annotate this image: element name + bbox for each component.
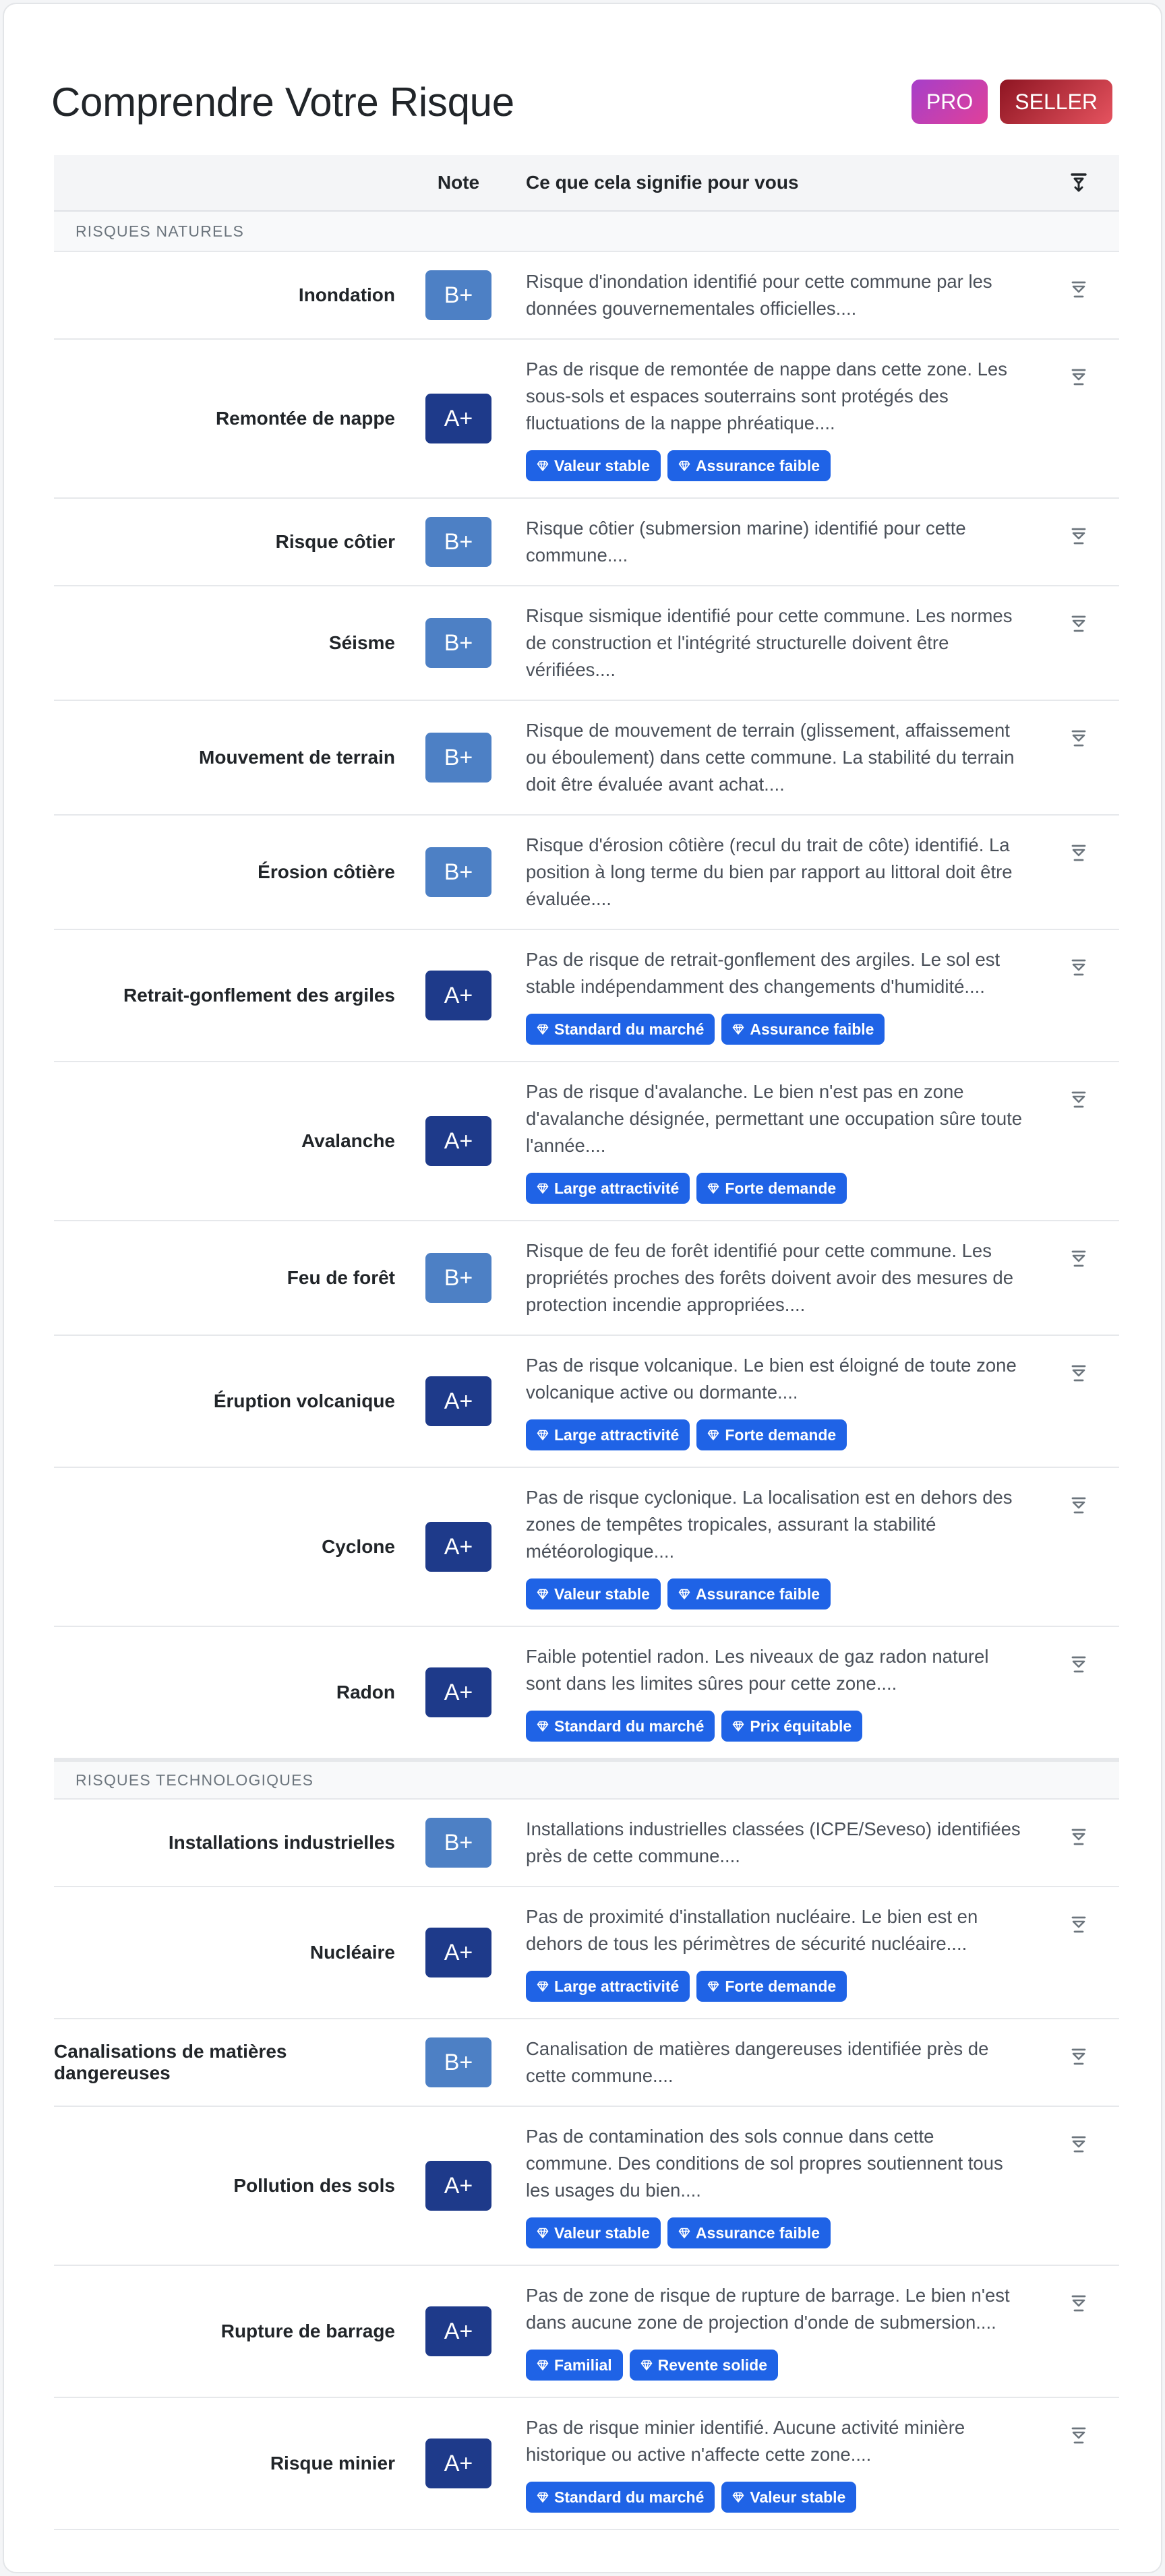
meaning-cell <box>506 1336 1038 1467</box>
benefit-tag <box>526 1419 690 1450</box>
tag-label: Revente solide <box>657 2356 767 2374</box>
meaning-cell <box>506 816 1038 929</box>
risk-row[interactable] <box>54 2019 1119 2107</box>
expand-button[interactable] <box>1038 1336 1119 1467</box>
benefit-tag <box>526 450 661 481</box>
section-header: RISQUES TECHNOLOGIQUES <box>54 1759 1119 1800</box>
risk-table <box>54 155 1119 2530</box>
risk-label: Risque côtier <box>275 531 395 552</box>
risk-label: Rupture de barrage <box>220 2321 395 2341</box>
meaning-cell <box>506 701 1038 814</box>
tag-label: Standard du marché <box>554 2488 705 2506</box>
risk-description: Pas de contamination des sols connue dans cette commune. Des conditions de sol propres soutiennent tous les usages du bien.... <box>526 2126 1003 2201</box>
expand-button[interactable] <box>1038 2398 1119 2529</box>
risk-description: Risque de mouvement de terrain (glissement, affaissement ou éboulement) dans cette commune. La stabilité du terrain doit être évaluée avant achat.... <box>526 720 1015 795</box>
expand-icon <box>1070 1828 1087 1847</box>
grade-badge: A+ <box>425 971 491 1020</box>
expand-button[interactable] <box>1038 1468 1119 1626</box>
grade-badge: A+ <box>425 1522 491 1572</box>
tag-list <box>526 2217 1025 2248</box>
grade-cell <box>411 1887 506 2018</box>
benefit-tag <box>526 1971 690 2002</box>
tag-list <box>526 1971 1025 2002</box>
expand-icon <box>1070 1364 1087 1383</box>
risk-row[interactable] <box>54 586 1119 701</box>
gem-icon <box>678 2227 690 2239</box>
table-header <box>54 155 1119 212</box>
expand-icon <box>1070 1496 1087 1515</box>
risk-description: Pas de risque cyclonique. La localisation est en dehors des zones de tempêtes tropicales, assurant la stabilité météorologique.... <box>526 1487 1013 1562</box>
grade-cell <box>411 1627 506 1758</box>
meaning-cell <box>506 252 1038 338</box>
tag-label: Forte demande <box>725 1179 837 1197</box>
tag-label: Valeur stable <box>750 2488 846 2506</box>
benefit-tag <box>526 2482 715 2513</box>
expand-button[interactable] <box>1038 1062 1119 1220</box>
risk-label: Mouvement de terrain <box>199 747 395 768</box>
grade-badge: A+ <box>425 2439 491 2488</box>
risk-row[interactable] <box>54 816 1119 930</box>
grade-cell <box>411 1800 506 1886</box>
expand-button[interactable] <box>1038 2266 1119 2397</box>
grade-badge: A+ <box>425 394 491 443</box>
expand-icon <box>1070 368 1087 387</box>
expand-button[interactable] <box>1038 816 1119 929</box>
expand-icon <box>1070 1091 1087 1109</box>
expand-button[interactable] <box>1038 701 1119 814</box>
meaning-cell <box>506 340 1038 497</box>
risk-label: Risque minier <box>270 2453 395 2474</box>
grade-cell <box>411 816 506 929</box>
benefit-tag <box>526 1173 690 1204</box>
expand-button[interactable] <box>1038 1221 1119 1335</box>
meaning-cell <box>506 586 1038 700</box>
risk-row[interactable] <box>54 252 1119 340</box>
risk-row[interactable] <box>54 930 1119 1062</box>
expand-icon <box>1070 2135 1087 2154</box>
grade-badge: A+ <box>425 2161 491 2211</box>
tag-label: Assurance faible <box>750 1020 874 1038</box>
gem-icon <box>537 1588 549 1600</box>
benefit-tag <box>526 1014 715 1045</box>
gem-icon <box>537 460 549 472</box>
gem-icon <box>537 2359 549 2371</box>
risk-row[interactable] <box>54 499 1119 586</box>
risk-label: Nucléaire <box>309 1942 395 1963</box>
meaning-cell <box>506 930 1038 1061</box>
expand-icon <box>1070 844 1087 863</box>
tag-label: Forte demande <box>725 1425 837 1444</box>
risk-description: Installations industrielles classées (ICPE/Seveso) identifiées près de cette commune.... <box>526 1818 1021 1866</box>
meaning-cell <box>506 2107 1038 2265</box>
grade-cell <box>411 340 506 497</box>
expand-button[interactable] <box>1038 1887 1119 2018</box>
tag-list <box>526 1014 1025 1045</box>
tag-label: Large attractivité <box>554 1425 680 1444</box>
header-note: Note <box>437 172 480 193</box>
gem-icon <box>732 1023 744 1035</box>
grade-badge: A+ <box>425 1667 491 1717</box>
risk-description: Pas de risque de remontée de nappe dans cette zone. Les sous-sols et espaces souterrains sont protégés des fluctuations de la nappe phréatique.... <box>526 359 1007 433</box>
gem-icon <box>707 1980 719 1992</box>
badge-group <box>912 80 1112 124</box>
grade-badge: B+ <box>425 1818 491 1868</box>
risk-label: Radon <box>336 1682 395 1703</box>
benefit-tag <box>721 1711 862 1742</box>
seller-badge: SELLER <box>1000 80 1112 124</box>
benefit-tag <box>696 1971 847 2002</box>
meaning-cell <box>506 1887 1038 2018</box>
tag-label: Assurance faible <box>695 1585 820 1603</box>
grade-badge: A+ <box>425 1376 491 1426</box>
meaning-cell <box>506 1221 1038 1335</box>
grade-cell <box>411 701 506 814</box>
grade-badge: A+ <box>425 1116 491 1166</box>
grade-badge: B+ <box>425 1253 491 1303</box>
expand-all-button[interactable] <box>1038 173 1119 193</box>
risk-row[interactable] <box>54 2266 1119 2398</box>
grade-cell <box>411 586 506 700</box>
meaning-cell <box>506 2266 1038 2397</box>
risk-label: Installations industrielles <box>168 1832 395 1853</box>
benefit-tag <box>696 1419 847 1450</box>
risk-description: Pas de proximité d'installation nucléaire. Le bien est en dehors de tous les périmètres de sécurité nucléaire.... <box>526 1906 978 1954</box>
card-header <box>51 71 1112 132</box>
grade-cell <box>411 2398 506 2529</box>
expand-icon <box>1070 1250 1087 1268</box>
risk-description: Risque sismique identifié pour cette commune. Les normes de construction et l'intégrité structurelle doivent être vérifiées.... <box>526 605 1013 680</box>
grade-cell <box>411 2019 506 2106</box>
risk-description: Pas de zone de risque de rupture de barrage. Le bien n'est dans aucune zone de projection d'onde de submersion.... <box>526 2285 1010 2333</box>
grade-cell <box>411 2107 506 2265</box>
risk-description: Risque de feu de forêt identifié pour cette commune. Les propriétés proches des forêts doivent avoir des mesures de protection incendie appropriées.... <box>526 1240 1014 1315</box>
risk-description: Canalisation de matières dangereuses identifiée près de cette commune.... <box>526 2038 989 2086</box>
expand-button[interactable] <box>1038 930 1119 1061</box>
expand-button[interactable] <box>1038 252 1119 338</box>
risk-description: Risque côtier (submersion marine) identifié pour cette commune.... <box>526 518 966 565</box>
grade-badge: B+ <box>425 517 491 567</box>
grade-badge: B+ <box>425 733 491 783</box>
tag-label: Assurance faible <box>695 456 820 474</box>
gem-icon <box>537 1720 549 1732</box>
risk-label: Érosion côtière <box>258 861 395 882</box>
risk-description: Faible potentiel radon. Les niveaux de gaz radon naturel sont dans les limites sûres pour cette zone.... <box>526 1646 989 1694</box>
benefit-tag <box>721 2482 856 2513</box>
grade-badge: A+ <box>425 2306 491 2356</box>
risk-label: Feu de forêt <box>287 1267 395 1288</box>
tag-label: Familial <box>554 2356 612 2374</box>
risk-row[interactable] <box>54 1887 1119 2019</box>
risk-description: Pas de risque volcanique. Le bien est éloigné de toute zone volcanique active ou dormante.... <box>526 1355 1017 1403</box>
risk-description: Pas de risque d'avalanche. Le bien n'est pas en zone d'avalanche désignée, permettant une occupation sûre toute l'année.... <box>526 1081 1023 1156</box>
risk-label: Éruption volcanique <box>213 1390 395 1411</box>
expand-icon <box>1070 527 1087 546</box>
tag-list <box>526 2482 1025 2513</box>
risk-label: Avalanche <box>301 1130 395 1151</box>
risk-label: Retrait-gonflement des argiles <box>123 985 395 1006</box>
meaning-cell <box>506 1468 1038 1626</box>
grade-badge: B+ <box>425 847 491 897</box>
risk-row[interactable] <box>54 1336 1119 1468</box>
grade-cell <box>411 1468 506 1626</box>
benefit-tag <box>667 2217 831 2248</box>
risk-label: Pollution des sols <box>233 2175 395 2196</box>
gem-icon <box>707 1182 719 1194</box>
risk-description: Risque d'érosion côtière (recul du trait de côte) identifié. La position à long terme du bien par rapport au littoral doit être évaluée.... <box>526 834 1013 909</box>
expand-button[interactable] <box>1038 499 1119 585</box>
expand-icon <box>1070 2048 1087 2066</box>
grade-cell <box>411 930 506 1061</box>
tag-label: Valeur stable <box>554 456 650 474</box>
risk-row[interactable] <box>54 1468 1119 1627</box>
grade-cell <box>411 2266 506 2397</box>
tag-label: Large attractivité <box>554 1179 680 1197</box>
grade-cell <box>411 1336 506 1467</box>
risk-description: Pas de risque minier identifié. Aucune activité minière historique ou active n'affecte cette zone.... <box>526 2417 965 2465</box>
tag-list <box>526 2350 1025 2381</box>
expand-icon <box>1070 729 1087 748</box>
expand-icon <box>1070 1655 1087 1674</box>
tag-label: Standard du marché <box>554 1020 705 1038</box>
expand-button[interactable] <box>1038 1627 1119 1758</box>
expand-icon <box>1070 280 1087 299</box>
tag-label: Large attractivité <box>554 1977 680 1995</box>
meaning-cell <box>506 2398 1038 2529</box>
risk-label: Inondation <box>298 284 395 305</box>
risk-label: Canalisations de matières dangereuses <box>54 2041 287 2083</box>
tag-label: Valeur stable <box>554 2224 650 2242</box>
risk-row[interactable] <box>54 1800 1119 1887</box>
benefit-tag <box>667 1578 831 1609</box>
gem-icon <box>537 1023 549 1035</box>
risk-row[interactable] <box>54 340 1119 499</box>
risk-description: Risque d'inondation identifié pour cette commune par les données gouvernementales officielles.... <box>526 271 992 319</box>
expand-button[interactable] <box>1038 586 1119 700</box>
grade-cell <box>411 1221 506 1335</box>
expand-icon <box>1070 2294 1087 2313</box>
expand-all-icon <box>1069 173 1088 193</box>
tag-list <box>526 1419 1025 1450</box>
grade-cell <box>411 252 506 338</box>
header-meaning: Ce que cela signifie pour vous <box>526 172 799 193</box>
meaning-cell <box>506 1800 1038 1886</box>
gem-icon <box>537 1429 549 1441</box>
tag-label: Valeur stable <box>554 1585 650 1603</box>
expand-icon <box>1070 1915 1087 1934</box>
tag-label: Standard du marché <box>554 1717 705 1735</box>
grade-cell <box>411 1062 506 1220</box>
risk-description: Pas de risque de retrait-gonflement des argiles. Le sol est stable indépendamment des changements d'humidité.... <box>526 949 1000 997</box>
risk-row[interactable] <box>54 1221 1119 1336</box>
grade-badge: B+ <box>425 270 491 320</box>
expand-button[interactable] <box>1038 2107 1119 2265</box>
tag-label: Forte demande <box>725 1977 837 1995</box>
gem-icon <box>732 1720 744 1732</box>
grade-badge: B+ <box>425 618 491 668</box>
grade-badge: A+ <box>425 1928 491 1977</box>
gem-icon <box>537 2227 549 2239</box>
benefit-tag <box>667 450 831 481</box>
risk-row[interactable] <box>54 701 1119 816</box>
expand-icon <box>1070 615 1087 634</box>
benefit-tag <box>721 1014 885 1045</box>
gem-icon <box>678 1588 690 1600</box>
tag-label: Assurance faible <box>695 2224 820 2242</box>
benefit-tag <box>526 2217 661 2248</box>
tag-label: Prix équitable <box>750 1717 852 1735</box>
tag-list <box>526 1711 1025 1742</box>
meaning-cell <box>506 1627 1038 1758</box>
grade-badge: B+ <box>425 2037 491 2087</box>
risk-label: Remontée de nappe <box>215 408 395 429</box>
gem-icon <box>537 1980 549 1992</box>
pro-badge: PRO <box>912 80 988 124</box>
expand-icon <box>1070 958 1087 977</box>
risk-row[interactable] <box>54 1627 1119 1759</box>
page-title: Comprendre Votre Risque <box>51 79 514 125</box>
meaning-cell <box>506 1062 1038 1220</box>
section-header: RISQUES NATURELS <box>54 212 1119 252</box>
meaning-cell <box>506 2019 1038 2106</box>
benefit-tag <box>630 2350 778 2381</box>
expand-button[interactable] <box>1038 340 1119 497</box>
expand-icon <box>1070 2426 1087 2445</box>
tag-list <box>526 1578 1025 1609</box>
tag-list <box>526 1173 1025 1204</box>
benefit-tag <box>526 2350 623 2381</box>
benefit-tag <box>526 1578 661 1609</box>
gem-icon <box>537 2491 549 2503</box>
gem-icon <box>732 2491 744 2503</box>
expand-button[interactable] <box>1038 1800 1119 1886</box>
grade-cell <box>411 499 506 585</box>
table-body <box>54 212 1119 2530</box>
gem-icon <box>537 1182 549 1194</box>
gem-icon <box>707 1429 719 1441</box>
expand-button[interactable] <box>1038 2019 1119 2106</box>
gem-icon <box>678 460 690 472</box>
risk-label: Séisme <box>328 632 395 653</box>
benefit-tag <box>696 1173 847 1204</box>
risk-row[interactable] <box>54 2107 1119 2266</box>
risk-row[interactable] <box>54 2398 1119 2530</box>
tag-list <box>526 450 1025 481</box>
benefit-tag <box>526 1711 715 1742</box>
meaning-cell <box>506 499 1038 585</box>
risk-card <box>3 3 1162 2573</box>
risk-row[interactable] <box>54 1062 1119 1221</box>
risk-label: Cyclone <box>322 1536 395 1557</box>
gem-icon <box>640 2359 653 2371</box>
